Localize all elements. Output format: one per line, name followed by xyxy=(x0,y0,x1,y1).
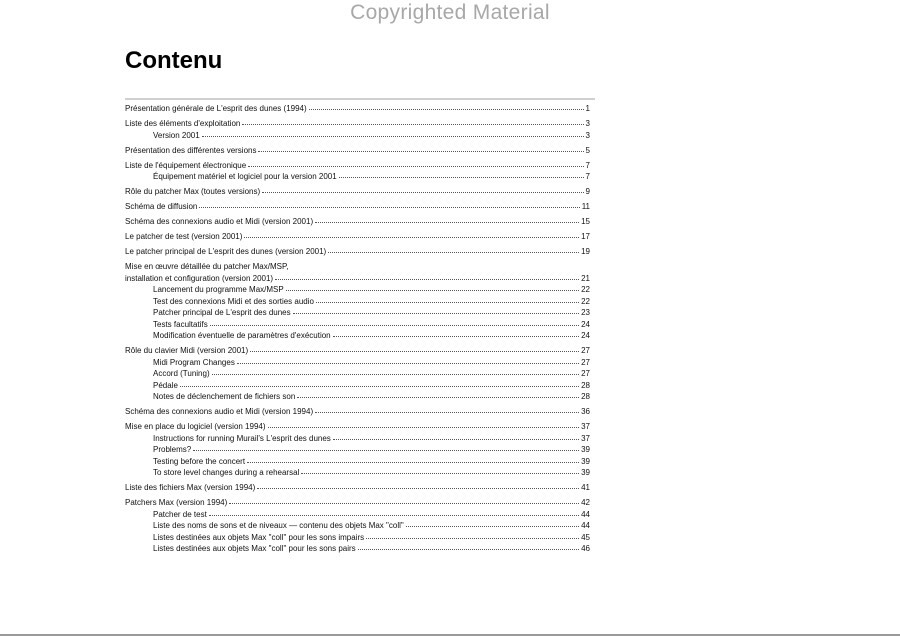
dot-leader xyxy=(209,508,579,516)
toc-page-number: 27 xyxy=(581,357,590,367)
toc-entry-title: Le patcher de test (version 2001) xyxy=(125,232,243,241)
toc-page-number: 15 xyxy=(581,217,590,226)
toc-entry-title: Rôle du clavier Midi (version 2001) xyxy=(125,346,249,355)
toc-page-number: 39 xyxy=(581,468,590,477)
toc-page-number: 7 xyxy=(585,160,590,170)
toc-entry xyxy=(125,186,590,198)
copyright-watermark: Copyrighted Material xyxy=(350,1,550,24)
toc-page-number: 24 xyxy=(581,331,590,340)
dot-leader xyxy=(309,102,584,110)
dot-leader xyxy=(315,405,579,413)
toc-entry-title: Présentation des différentes versions xyxy=(125,145,257,155)
toc-page-number: 37 xyxy=(581,422,590,431)
toc-entry-title: Liste des fichiers Max (version 1994) xyxy=(125,483,256,492)
toc-entry-title: Midi Program Changes xyxy=(153,357,235,367)
dot-leader xyxy=(180,379,579,387)
toc-page-number: 27 xyxy=(581,346,590,355)
toc-page-number: 45 xyxy=(581,532,590,542)
dot-leader xyxy=(202,129,584,137)
toc-entry-title: Listes destinées aux objets Max "coll" pour les sons impairs xyxy=(153,532,365,542)
toc-entry-title: Modification éventuelle de paramètres d'exécution xyxy=(153,331,331,340)
toc-entry-title: Schéma des connexions audio et Midi (version 1994) xyxy=(125,407,314,416)
toc-entry-title: Instructions for running Murail's L'esprit des dunes xyxy=(153,433,331,443)
toc-entry-title: Pédale xyxy=(153,380,178,390)
toc-entry-title: Test des connexions Midi et des sorties audio xyxy=(153,296,314,306)
dot-leader xyxy=(257,481,579,489)
toc-subentry xyxy=(125,543,590,555)
toc-page-number: 39 xyxy=(581,445,590,454)
toc-page-number: 17 xyxy=(581,232,590,241)
toc-page-number: 24 xyxy=(581,319,590,329)
toc-entry-title: Testing before the concert xyxy=(153,456,246,466)
dot-leader xyxy=(242,117,583,125)
toc-page-number: 5 xyxy=(585,145,590,155)
toc-entry-title: Le patcher principal de L'esprit des dunes (version 2001) xyxy=(125,247,327,256)
dot-leader xyxy=(250,344,579,352)
toc-entry xyxy=(125,145,590,157)
dot-leader xyxy=(339,170,584,178)
toc-subentry xyxy=(125,391,590,403)
toc-entry-title: Rôle du patcher Max (toutes versions) xyxy=(125,187,261,196)
toc-page-number: 42 xyxy=(581,498,590,507)
toc-page-number: 3 xyxy=(585,119,590,128)
toc-entry-title: Équipement matériel et logiciel pour la version 2001 xyxy=(153,172,337,181)
toc-entry-title: Patcher de test xyxy=(153,509,207,519)
toc-page-number: 39 xyxy=(581,456,590,466)
dot-leader xyxy=(247,455,579,463)
toc-entry-title: Liste des noms de sons et de niveaux — contenu des objets Max "coll" xyxy=(153,521,404,530)
toc-entry xyxy=(125,406,590,418)
toc-entry xyxy=(125,246,590,258)
dot-leader xyxy=(237,356,579,364)
toc-entry-title: Schéma des connexions audio et Midi (version 2001) xyxy=(125,217,314,226)
toc-entry xyxy=(125,201,590,213)
toc-page-number: 3 xyxy=(585,130,590,140)
toc-entry-title: installation et configuration (version 2001) xyxy=(125,273,274,283)
dot-leader xyxy=(366,531,579,539)
toc-entry xyxy=(125,482,590,494)
dot-leader xyxy=(199,200,579,208)
toc-page-number: 28 xyxy=(581,392,590,401)
toc-entry-title: Patchers Max (version 1994) xyxy=(125,498,228,507)
toc-entry-title: Mise en œuvre détaillée du patcher Max/MSP, xyxy=(125,262,289,271)
dot-leader xyxy=(316,295,579,303)
toc-subentry xyxy=(125,467,590,479)
toc-page-number: 41 xyxy=(581,483,590,492)
toc-entry xyxy=(125,231,590,243)
toc-page-number: 11 xyxy=(581,202,590,211)
toc-subentry xyxy=(125,330,590,342)
toc-entry-title: Tests facultatifs xyxy=(153,319,208,329)
toc-page-number: 23 xyxy=(581,308,590,317)
toc-page-number: 36 xyxy=(581,407,590,416)
title-divider xyxy=(125,98,595,100)
toc-page-number: 44 xyxy=(581,521,590,530)
toc-entry-title: Version 2001 xyxy=(153,130,200,140)
toc-entry-title: Listes destinées aux objets Max "coll" pour les sons pairs xyxy=(153,544,356,553)
dot-leader xyxy=(358,542,579,550)
toc-page-number: 28 xyxy=(581,380,590,390)
toc-entry-title: Patcher principal de L'esprit des dunes xyxy=(153,308,291,317)
toc-entry-title: Lancement du programme Max/MSP xyxy=(153,285,284,294)
toc-page-number: 21 xyxy=(581,273,590,283)
dot-leader xyxy=(193,443,579,451)
dot-leader xyxy=(293,306,579,314)
toc-entry-title: Problems? xyxy=(153,445,192,454)
dot-leader xyxy=(328,245,579,253)
toc-entry-title: Schéma de diffusion xyxy=(125,202,198,211)
toc-entry-title: Présentation générale de L'esprit des dunes (1994) xyxy=(125,104,307,113)
toc-page-number: 9 xyxy=(585,187,590,196)
toc-page-number: 27 xyxy=(581,369,590,378)
dot-leader xyxy=(333,432,579,440)
toc-page-number: 44 xyxy=(581,509,590,519)
dot-leader xyxy=(315,215,579,223)
toc-subentry xyxy=(125,171,590,183)
dot-leader xyxy=(286,283,579,291)
toc-entry-title: Accord (Tuning) xyxy=(153,369,210,378)
toc-page-number: 1 xyxy=(585,104,590,113)
dot-leader xyxy=(301,466,579,474)
dot-leader xyxy=(210,318,579,326)
toc-entry xyxy=(125,103,590,115)
toc-page-number: 7 xyxy=(585,172,590,181)
dot-leader xyxy=(275,272,579,280)
toc-entry-title: To store level changes during a rehearsal xyxy=(153,468,300,477)
toc-entry-title: Liste de l'équipement électronique xyxy=(125,160,247,170)
toc-entry xyxy=(125,216,590,228)
dot-leader xyxy=(212,367,579,375)
table-of-contents xyxy=(125,103,590,555)
toc-page-number: 19 xyxy=(581,247,590,256)
toc-page-number: 46 xyxy=(581,544,590,553)
dot-leader xyxy=(229,496,579,504)
toc-page-number: 22 xyxy=(581,285,590,294)
dot-leader xyxy=(333,329,579,337)
toc-subentry xyxy=(125,130,590,142)
dot-leader xyxy=(406,519,579,527)
toc-page-number: 37 xyxy=(581,433,590,443)
toc-page-number: 22 xyxy=(581,296,590,306)
dot-leader xyxy=(297,390,579,398)
toc-entry-title: Mise en place du logiciel (version 1994) xyxy=(125,422,266,431)
dot-leader xyxy=(244,230,579,238)
dot-leader xyxy=(258,144,583,152)
page-title: Contenu xyxy=(125,47,223,74)
toc-entry-title: Liste des éléments d'exploitation xyxy=(125,119,241,128)
toc-entry-title: Notes de déclenchement de fichiers son xyxy=(153,392,296,401)
dot-leader xyxy=(268,420,580,428)
dot-leader xyxy=(262,185,583,193)
dot-leader xyxy=(248,159,583,167)
